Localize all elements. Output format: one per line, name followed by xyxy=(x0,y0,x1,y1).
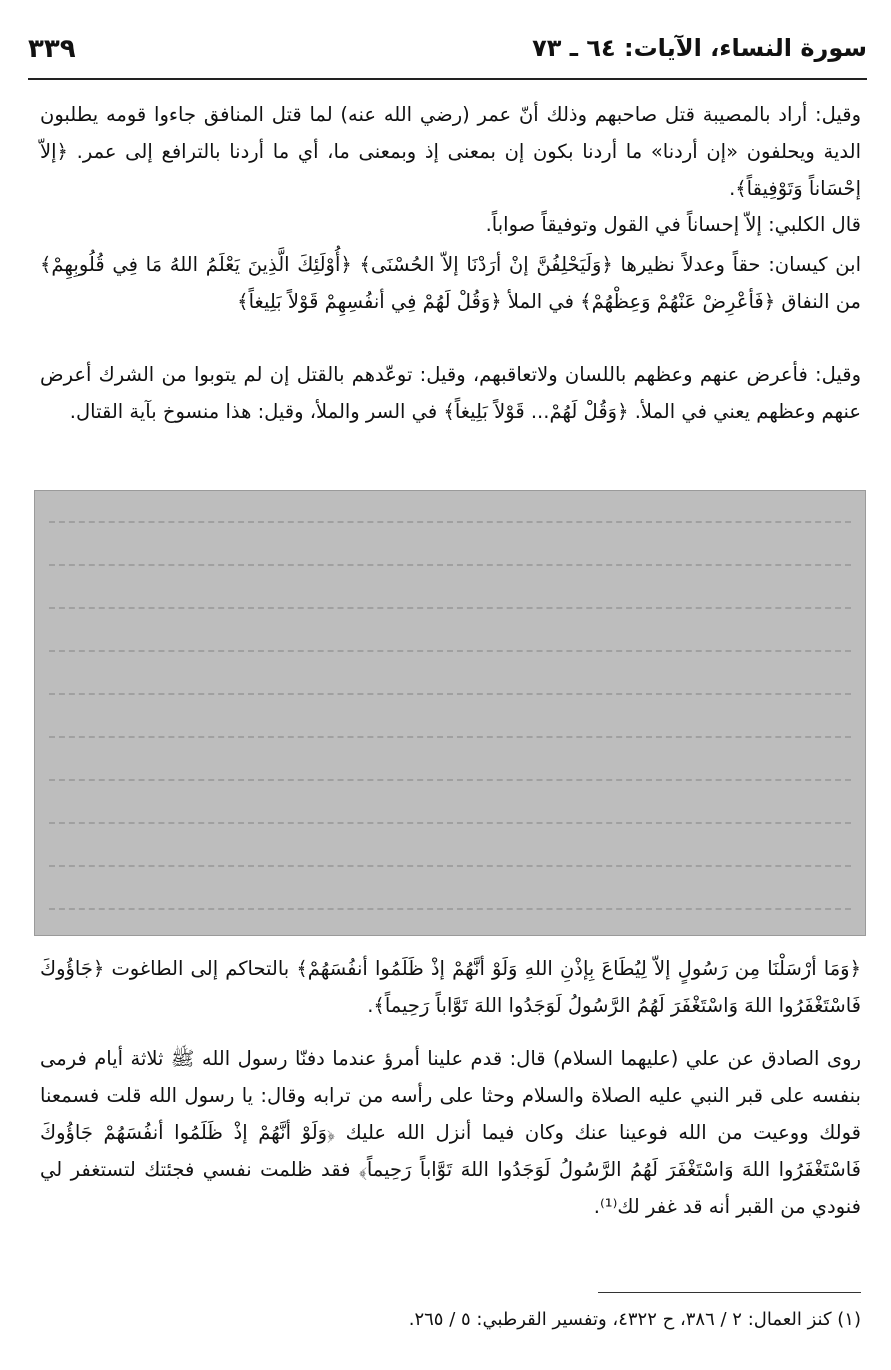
quran-line xyxy=(49,822,851,828)
header-divider xyxy=(28,78,867,80)
quran-line xyxy=(49,521,851,527)
page-header xyxy=(28,34,867,74)
page-number: ٣٣٩ xyxy=(28,34,76,64)
paragraph-4: وقيل: فأعرض عنهم وعظهم باللسان ولاتعاقبهم، وقيل: توعّدهم بالقتل إن لم يتوبوا من الشرك أعرض عنهم وعظهم يعني في الملأ. ﴿وَقُلْ لَهُمْ... قَوْلاً بَلِيغاً﴾ في السر والملأ، وقيل: هذا منسوخ بآية القتال. xyxy=(40,363,861,423)
quran-line xyxy=(49,779,851,785)
quran-line xyxy=(49,607,851,613)
paragraph-2: قال الكلبي: إلاّ إحساناً في القول وتوفيقاً صواباً. xyxy=(485,213,861,236)
footnote: (١) كنز العمال: ٢ / ٣٨٦، ح ٤٣٢٢، وتفسير القرطبي: ٥ / ٢٦٥. xyxy=(408,1309,861,1330)
surah-title: سورة النساء، الآيات: ٦٤ ـ ٧٣ xyxy=(532,34,867,62)
quran-line xyxy=(49,865,851,871)
paragraph-1: وقيل: أراد بالمصيبة قتل صاحبهم وذلك أنّ عمر (رضي الله عنه) لما قتل المنافق جاءوا قومه يطلبون الدية ويحلفون «إن أردنا» ما أردنا بكون إن بمعنى إذ وبمعنى ما، أي ما أردنا بالترافع إلى عمر. ﴿إلاّ إحْسَاناً وَتَوْفِيقاً﴾. xyxy=(40,103,861,200)
paragraph-5: ﴿وَمَا أرْسَلْنَا مِن رَسُولٍ إلاّ لِيُطَاعَ بِإذْنِ اللهِ وَلَوْ أنَّهُمْ إذْ ظَلَمُوا أنفُسَهُمْ﴾ بالتحاكم إلى الطاغوت ﴿جَاؤُوكَ فَاسْتَغْفَرُوا اللهَ وَاسْتَغْفَرَ لَهُمُ الرَّسُولُ لَوَجَدُوا اللهَ تَوَّاباً رَحِيماً﴾. xyxy=(40,957,861,1017)
quran-line xyxy=(49,693,851,699)
quran-line xyxy=(49,908,851,914)
footnote-divider xyxy=(598,1292,861,1293)
paragraph-3: ابن كيسان: حقاً وعدلاً نظيرها ﴿وَلَيَحْلِفُنَّ إنْ أرَدْنَا إلاّ الحُسْنَى﴾ ﴿أُوْلَئِكَ الَّذِينَ يَعْلَمُ اللهُ مَا فِي قُلُوبِهِمْ﴾ من النفاق ﴿فَأعْرِضْ عَنْهُمْ وَعِظْهُمْ﴾ في الملأ ﴿وَقُلْ لَهُمْ فِي أنفُسِهِمْ قَوْلاً بَلِيغاً﴾ xyxy=(40,253,861,313)
quran-line xyxy=(49,736,851,742)
paragraph-6: روى الصادق عن علي (عليهما السلام) قال: قدم علينا أمرؤ عندما دفنّا رسول الله ﷺ ثلاثة أيام فرمى بنفسه على قبر النبي عليه الصلاة والسلام وحثا على رأسه من ترابه وقال: يا رسول الله قلت فسمعنا قولك ووعيت من الله فوعينا عنك وكان فيما أنزل الله عليك ﴿وَلَوْ أنَّهُمْ إذْ ظَلَمُوا أنفُسَهُمْ جَاؤُوكَ فَاسْتَغْفَرُوا اللهَ وَاسْتَغْفَرَ لَهُمُ الرَّسُولُ لَوَجَدُوا اللهَ تَوَّاباً رَحِيماً﴾ فقد ظلمت نفسي فجئتك لتستغفر لي فنودي من القبر أنه قد غفر لك⁽¹⁾. xyxy=(40,1047,861,1218)
quran-text-image xyxy=(34,490,866,936)
quran-line xyxy=(49,564,851,570)
quran-line xyxy=(49,650,851,656)
